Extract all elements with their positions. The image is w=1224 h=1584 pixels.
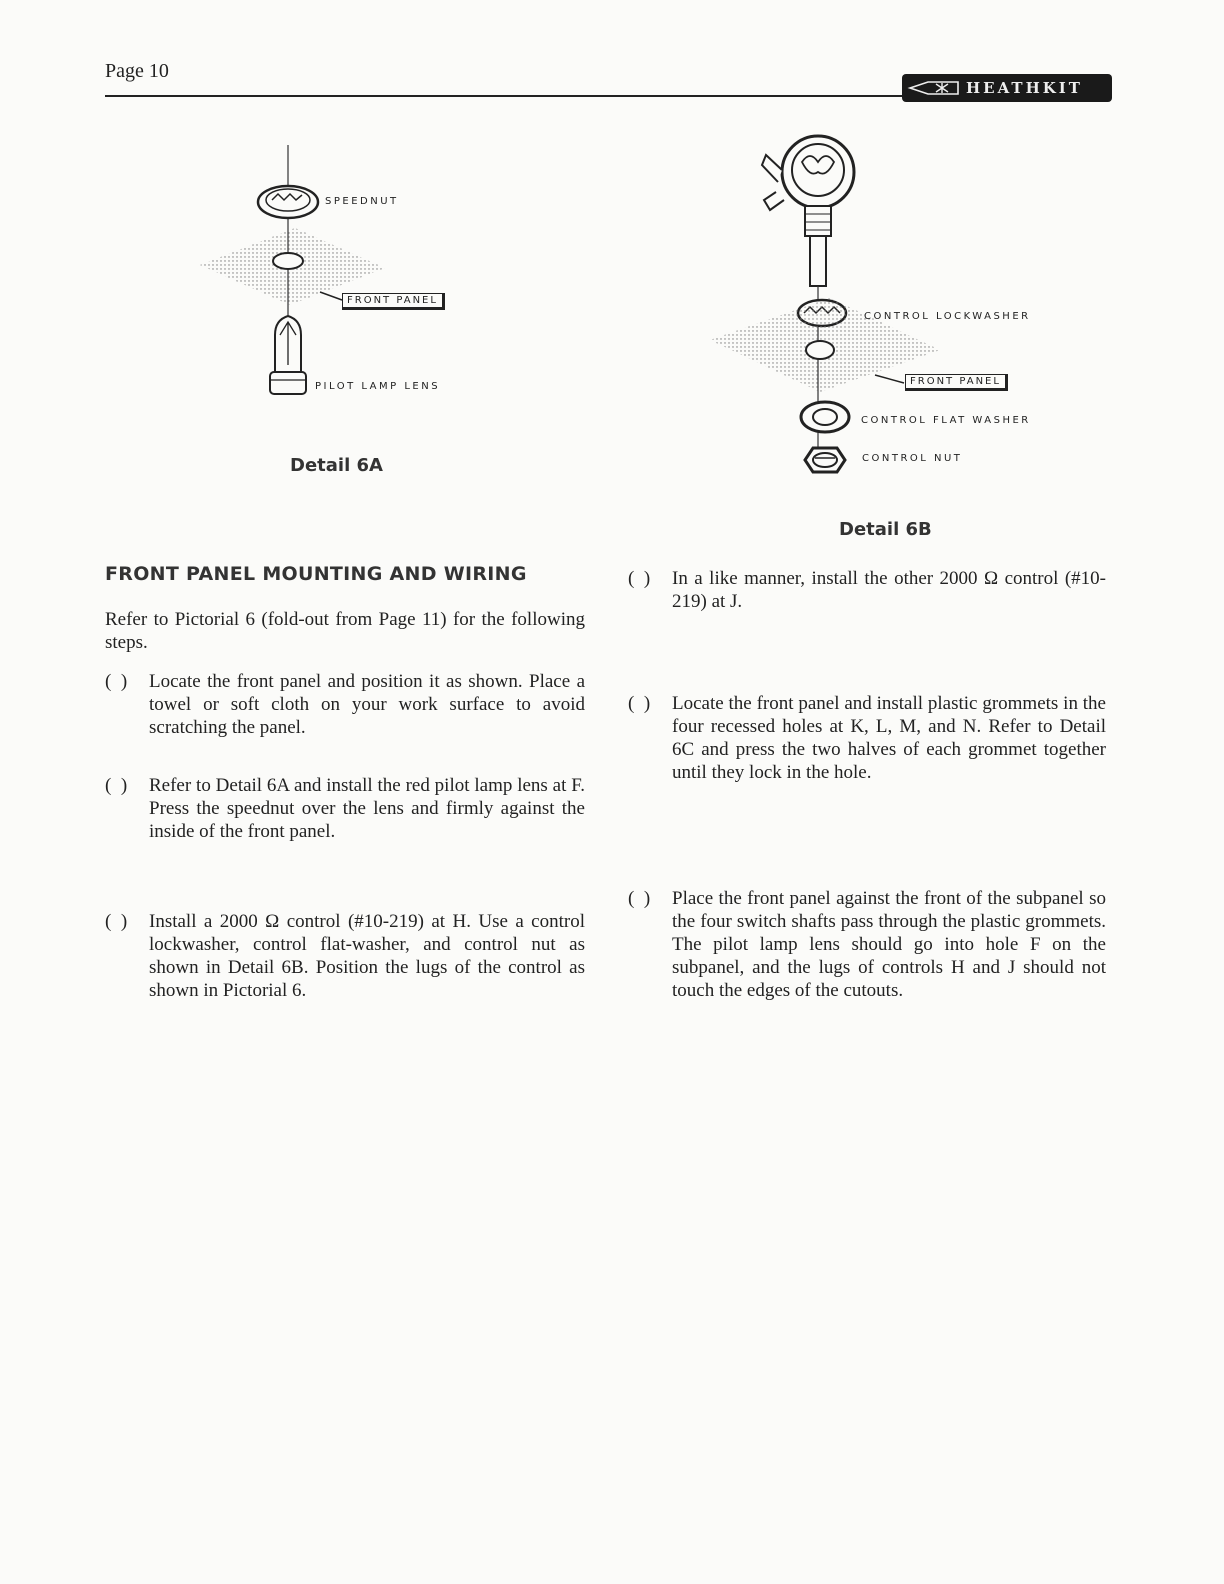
step-text: Locate the front panel and install plastic grommets in the four recessed holes at K, L, M, and N. Refer to Detail 6C and press the two halves of each grommet together until they lock in the hole. bbox=[672, 693, 1106, 783]
step-item bbox=[628, 692, 1106, 784]
step-item bbox=[105, 670, 585, 739]
step-item bbox=[105, 910, 585, 1002]
detail-6a-title: Detail 6A bbox=[290, 455, 383, 476]
step-text: Refer to Detail 6A and install the red pilot lamp lens at F. Press the speednut over the lens and firmly against the inside of the front panel. bbox=[149, 775, 585, 842]
pilot-lamp-lens-label: PILOT LAMP LENS bbox=[315, 381, 441, 392]
control-flat-washer-label: CONTROL FLAT WASHER bbox=[861, 415, 1031, 426]
step-text: Place the front panel against the front of the subpanel so the four switch shafts pass through the plastic grommets. The pilot lamp lens should go into hole F on the subpanel, and the lugs of controls H and J should not touch the edges of the cutouts. bbox=[672, 888, 1106, 1001]
intro-paragraph: Refer to Pictorial 6 (fold-out from Page 11) for the following steps. bbox=[105, 609, 585, 653]
step-item bbox=[628, 887, 1106, 1002]
step-checkbox[interactable]: ( ) bbox=[628, 693, 651, 714]
control-nut-label: CONTROL NUT bbox=[862, 453, 963, 464]
step-item bbox=[628, 567, 1106, 613]
step-checkbox[interactable]: ( ) bbox=[105, 911, 128, 932]
step-checkbox[interactable]: ( ) bbox=[628, 888, 651, 909]
brand-logo bbox=[902, 74, 1112, 102]
step-text: Install a 2000 Ω control (#10-219) at H. Use a control lockwasher, control flat-washer, and control nut as shown in Detail 6B. Position the lugs of the control as shown in Pictorial 6. bbox=[149, 911, 585, 1001]
heathkit-emblem-icon bbox=[906, 77, 964, 99]
step-checkbox[interactable]: ( ) bbox=[105, 775, 128, 796]
front-panel-label-6b: FRONT PANEL bbox=[905, 374, 1008, 391]
step-item bbox=[105, 774, 585, 843]
detail-6b-illustration bbox=[700, 130, 1040, 490]
speednut-label: SPEEDNUT bbox=[325, 196, 399, 207]
step-checkbox[interactable]: ( ) bbox=[628, 568, 651, 589]
brand-name: HEATHKIT bbox=[966, 79, 1083, 97]
step-text: Locate the front panel and position it as shown. Place a towel or soft cloth on your work surface to avoid scratching the panel. bbox=[149, 671, 585, 738]
detail-6b-title: Detail 6B bbox=[839, 519, 932, 540]
front-panel-label-6a: FRONT PANEL bbox=[342, 293, 445, 310]
page-number: Page 10 bbox=[105, 60, 169, 82]
control-lockwasher-label: CONTROL LOCKWASHER bbox=[864, 311, 1031, 322]
step-text: In a like manner, install the other 2000 Ω control (#10-219) at J. bbox=[672, 568, 1106, 612]
detail-6a-illustration bbox=[180, 140, 480, 415]
step-checkbox[interactable]: ( ) bbox=[105, 671, 128, 692]
section-heading: FRONT PANEL MOUNTING AND WIRING bbox=[105, 563, 527, 585]
